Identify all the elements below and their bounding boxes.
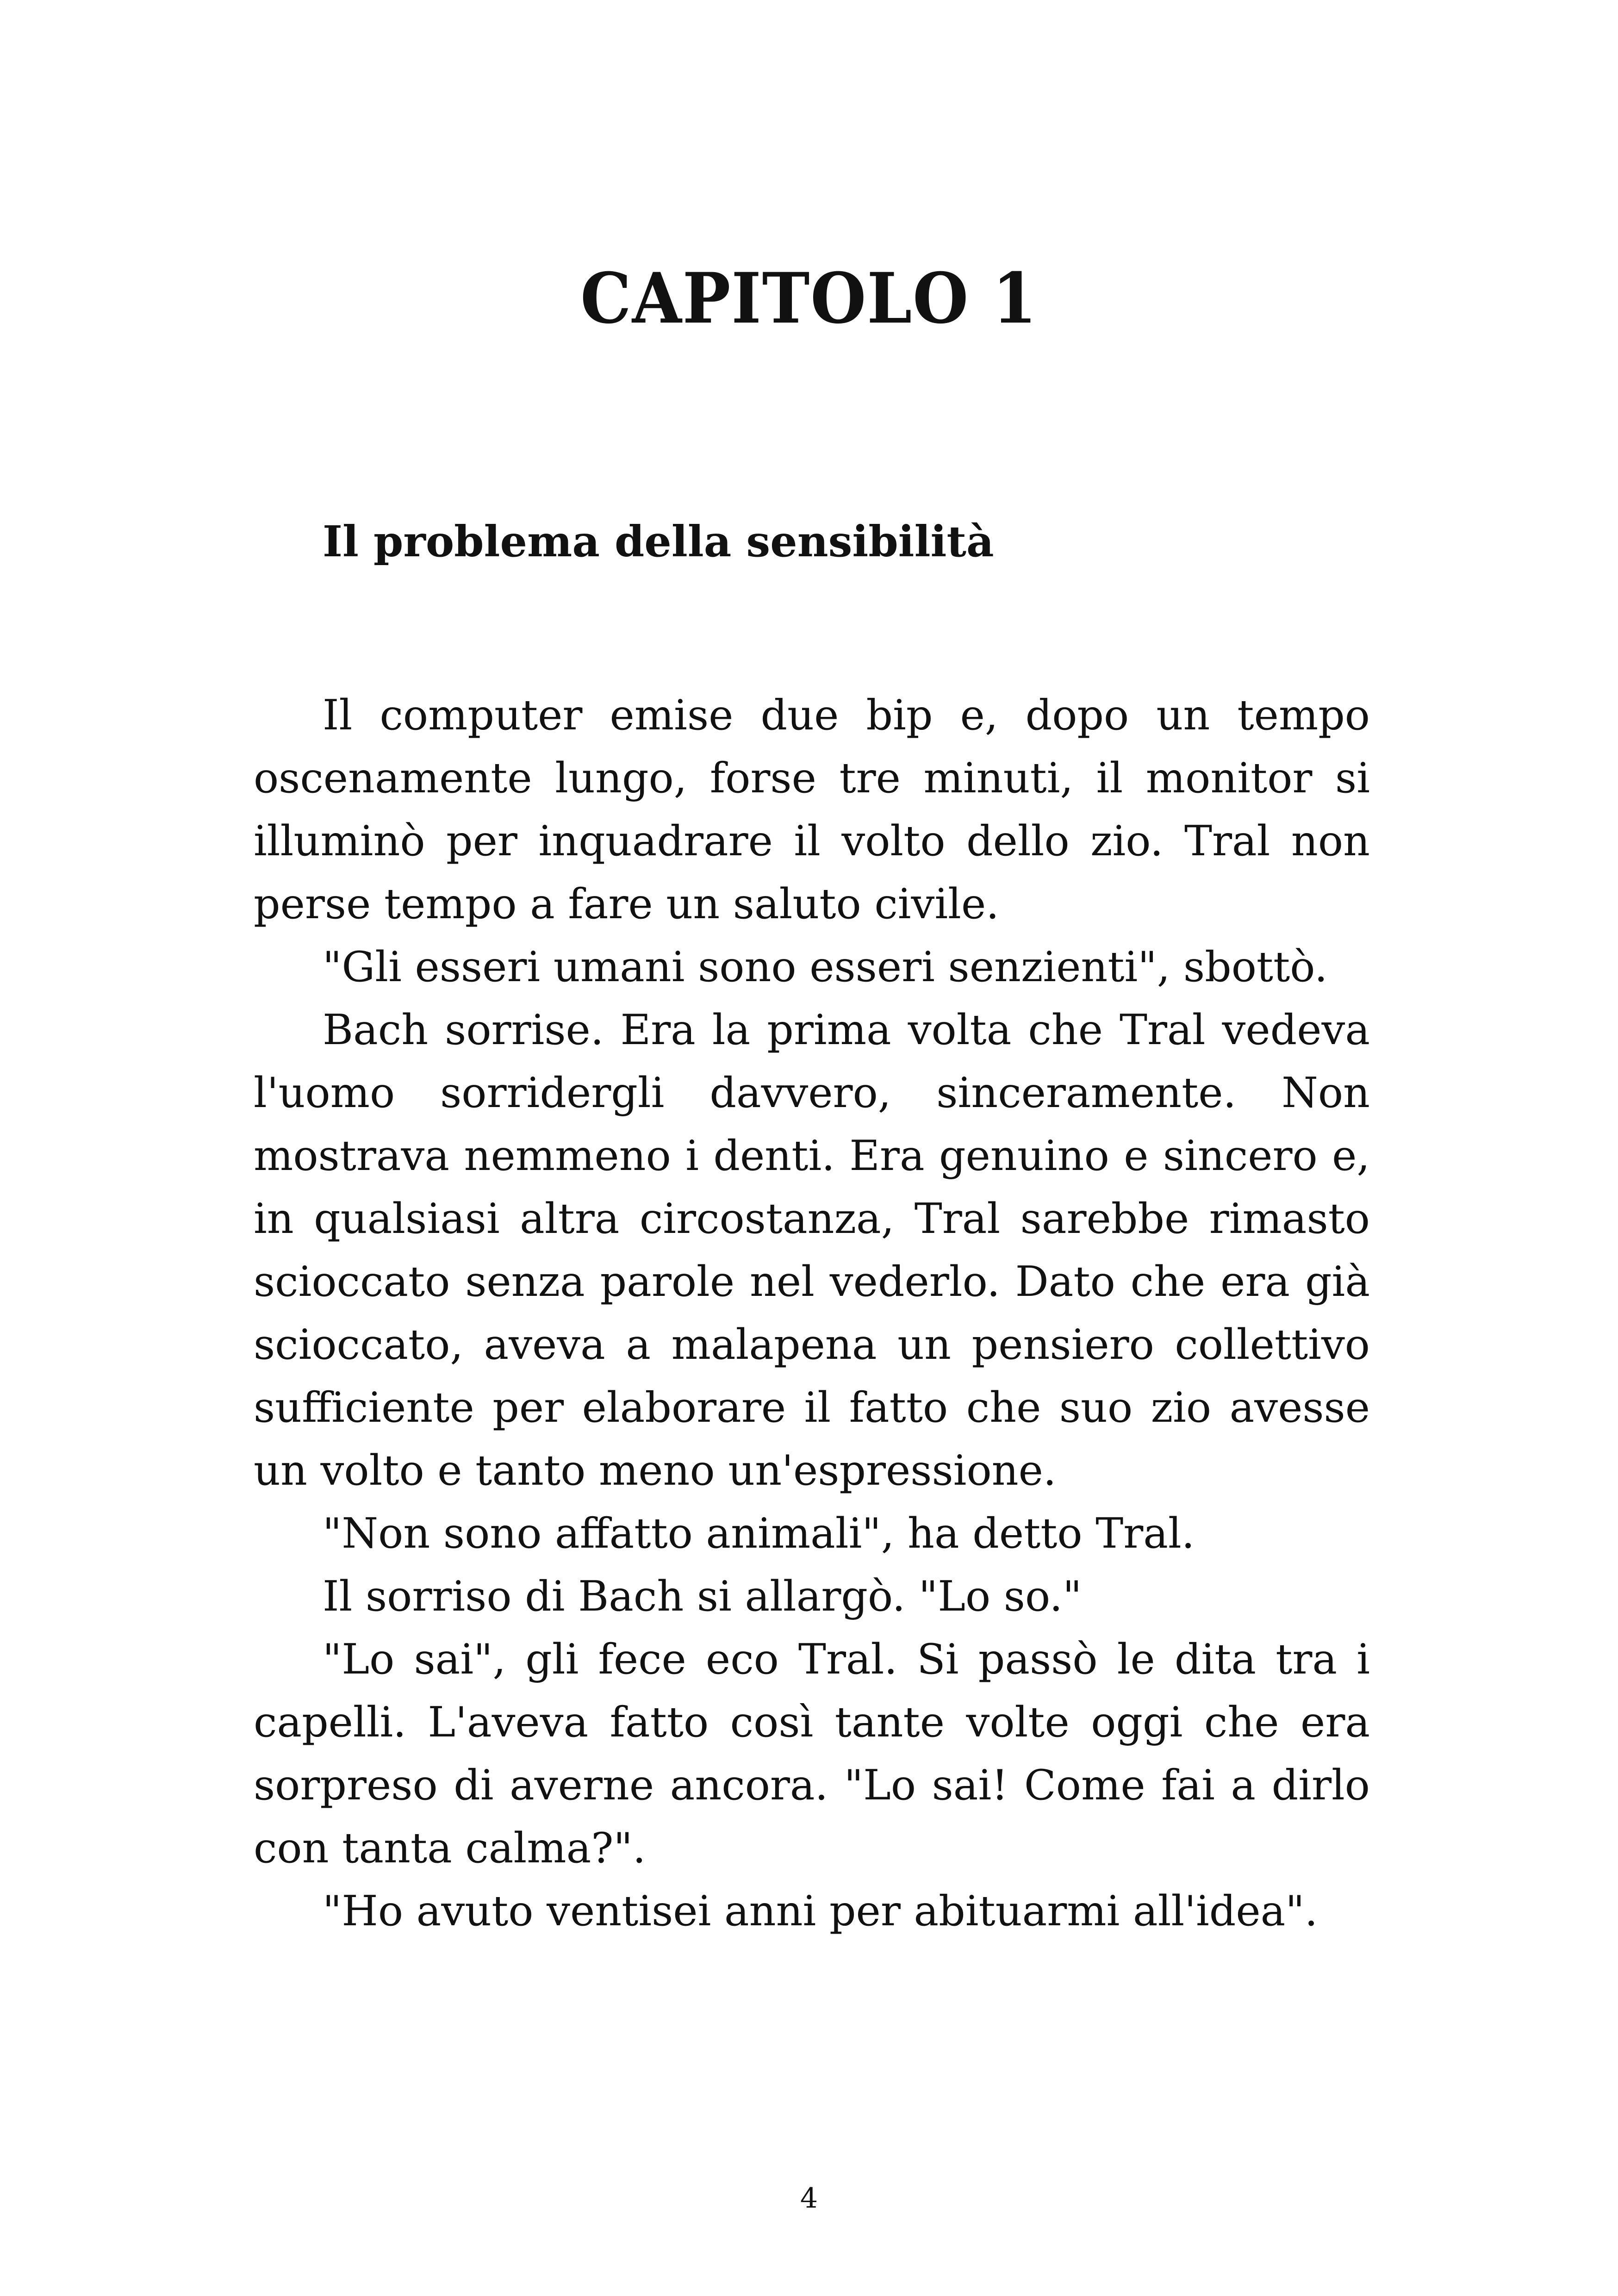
paragraph: "Non sono affatto animali", ha detto Tral.: [323, 1509, 1195, 1558]
chapter-body: [254, 684, 1370, 1943]
page-number: 4: [800, 2182, 818, 2215]
chapter-title: CAPITOLO 1: [580, 258, 1038, 339]
paragraph: Il sorriso di Bach si allargò. "Lo so.": [323, 1572, 1082, 1621]
section-title: Il problema della sensibilità: [323, 516, 994, 566]
paragraph: Bach sorrise. Era la prima volta che Tral vedeva l'uomo sorridergli davvero, sinceramente. Non mostrava nemmeno i denti. Era genuino e sincero e, in qualsiasi altra circostanza, Tral sarebbe rimasto scioccato senza parole nel vederlo. Dato che era già scioccato, aveva a malapena un pensiero collettivo sufficiente per elaborare il fatto che suo zio avesse un volto e tanto meno un'espressione.: [254, 1006, 1370, 1495]
paragraph: "Gli esseri umani sono esseri senzienti", sbottò.: [323, 943, 1328, 991]
paragraph: "Lo sai", gli fece eco Tral. Si passò le dita tra i capelli. L'aveva fatto così tante volte oggi che era sorpreso di averne ancora. "Lo sai! Come fai a dirlo con tanta calma?".: [254, 1635, 1370, 1873]
paragraph: "Ho avuto ventisei anni per abituarmi all'idea".: [323, 1887, 1318, 1935]
paragraph: Il computer emise due bip e, dopo un tempo oscenamente lungo, forse tre minuti, il monitor si illuminò per inquadrare il volto dello zio. Tral non perse tempo a fare un saluto civile.: [254, 691, 1370, 928]
